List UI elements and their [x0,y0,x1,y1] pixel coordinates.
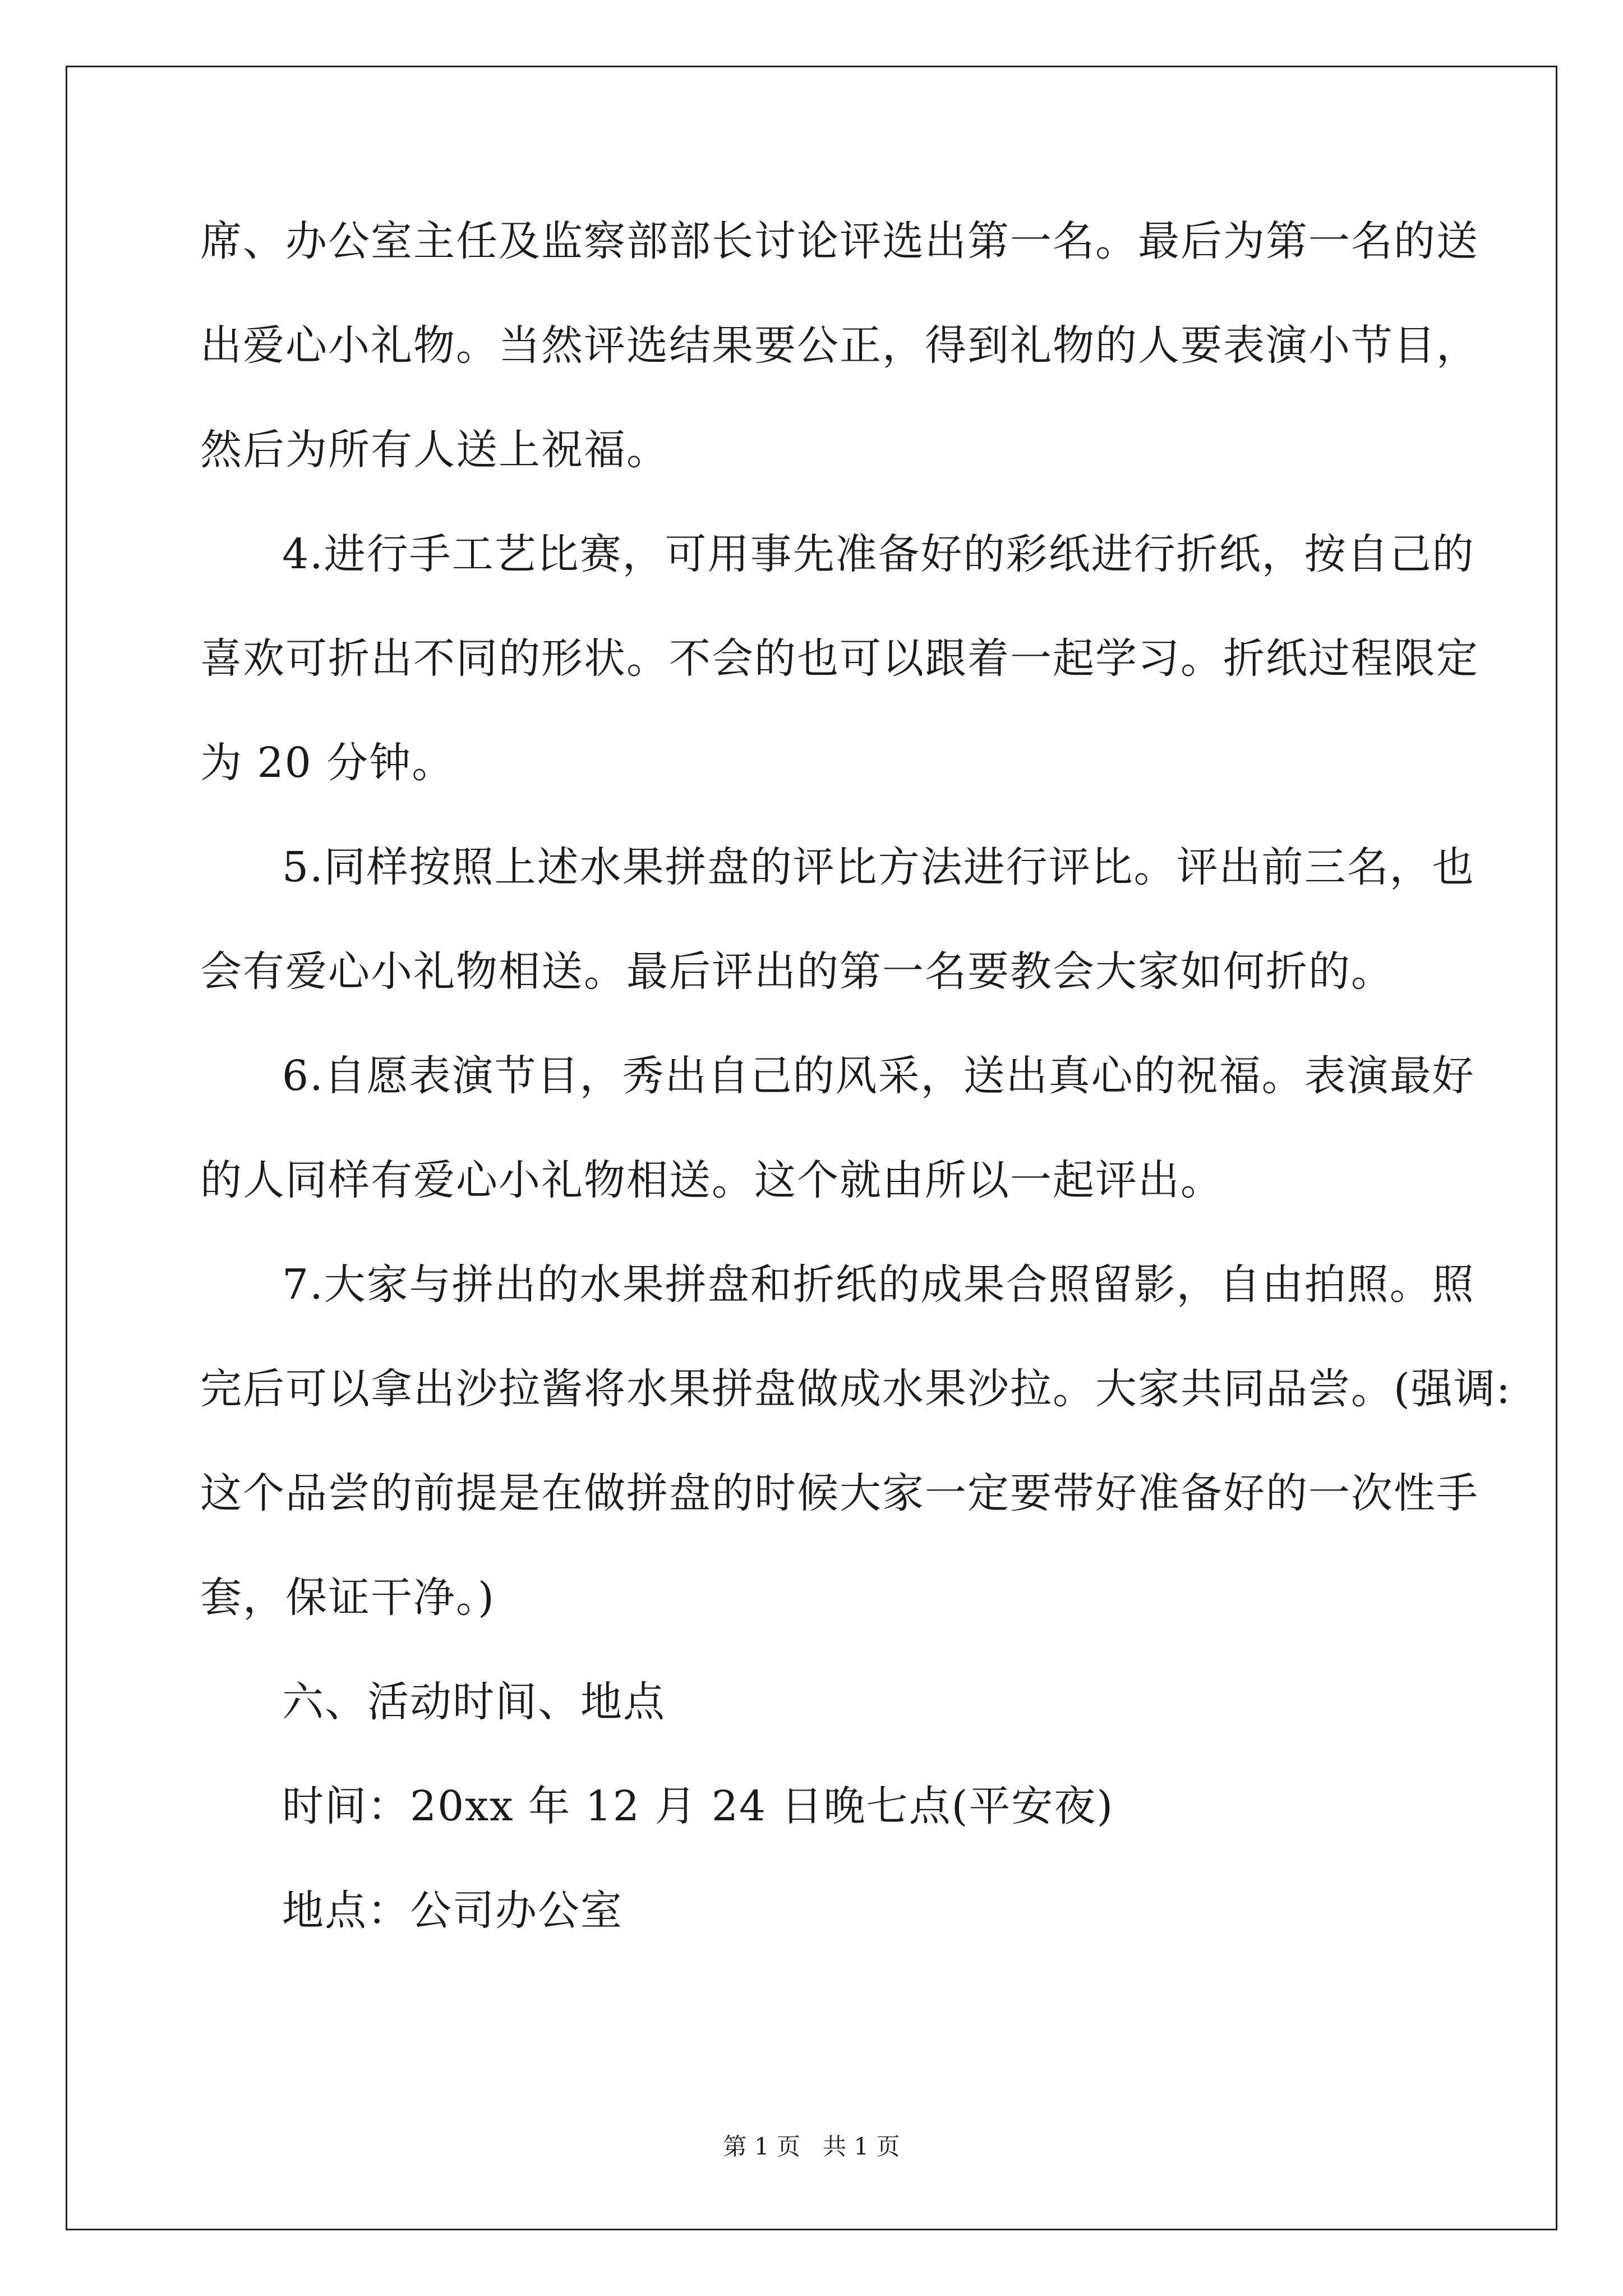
text-line: 席、办公室主任及监察部部长讨论评选出第一名。最后为第一名的送 [200,217,1479,265]
text-line: 喜欢可折出不同的形状。不会的也可以跟着一起学习。折纸过程限定 [200,634,1479,683]
text-line: 的人同样有爱心小礼物相送。这个就由所以一起评出。 [200,1156,1223,1204]
page-footer: 第 1 页 共 1 页 [723,2133,900,2160]
text-line: 套，保证干净。) [200,1573,495,1622]
text-line: 出爱心小礼物。当然评选结果要公正，得到礼物的人要表演小节目， [200,321,1479,370]
text-line: 为 20 分钟。 [200,739,455,787]
text-line: 5.同样按照上述水果拼盘的评比方法进行评比。评出前三名，也 [282,843,1475,891]
text-line: 会有爱心小礼物相送。最后评出的第一名要教会大家如何折的。 [200,947,1394,996]
text-line: 4.进行手工艺比赛，可用事先准备好的彩纸进行折纸，按自己的 [282,530,1475,578]
text-line: 6.自愿表演节目，秀出自己的风采，送出真心的祝福。表演最好 [282,1052,1475,1100]
section-heading: 六、活动时间、地点 [282,1678,666,1726]
text-line: 7.大家与拼出的水果拼盘和折纸的成果合照留影，自由拍照。照 [282,1260,1475,1309]
event-time: 时间：20xx 年 12 月 24 日晚七点(平安夜) [282,1782,1114,1830]
event-location: 地点：公司办公室 [282,1887,623,1935]
text-line: 然后为所有人送上祝福。 [200,426,669,474]
text-line: 这个品尝的前提是在做拼盘的时候大家一定要带好准备好的一次性手 [200,1469,1479,1517]
text-line: 完后可以拿出沙拉酱将水果拼盘做成水果沙拉。大家共同品尝。(强调: [200,1365,1511,1413]
